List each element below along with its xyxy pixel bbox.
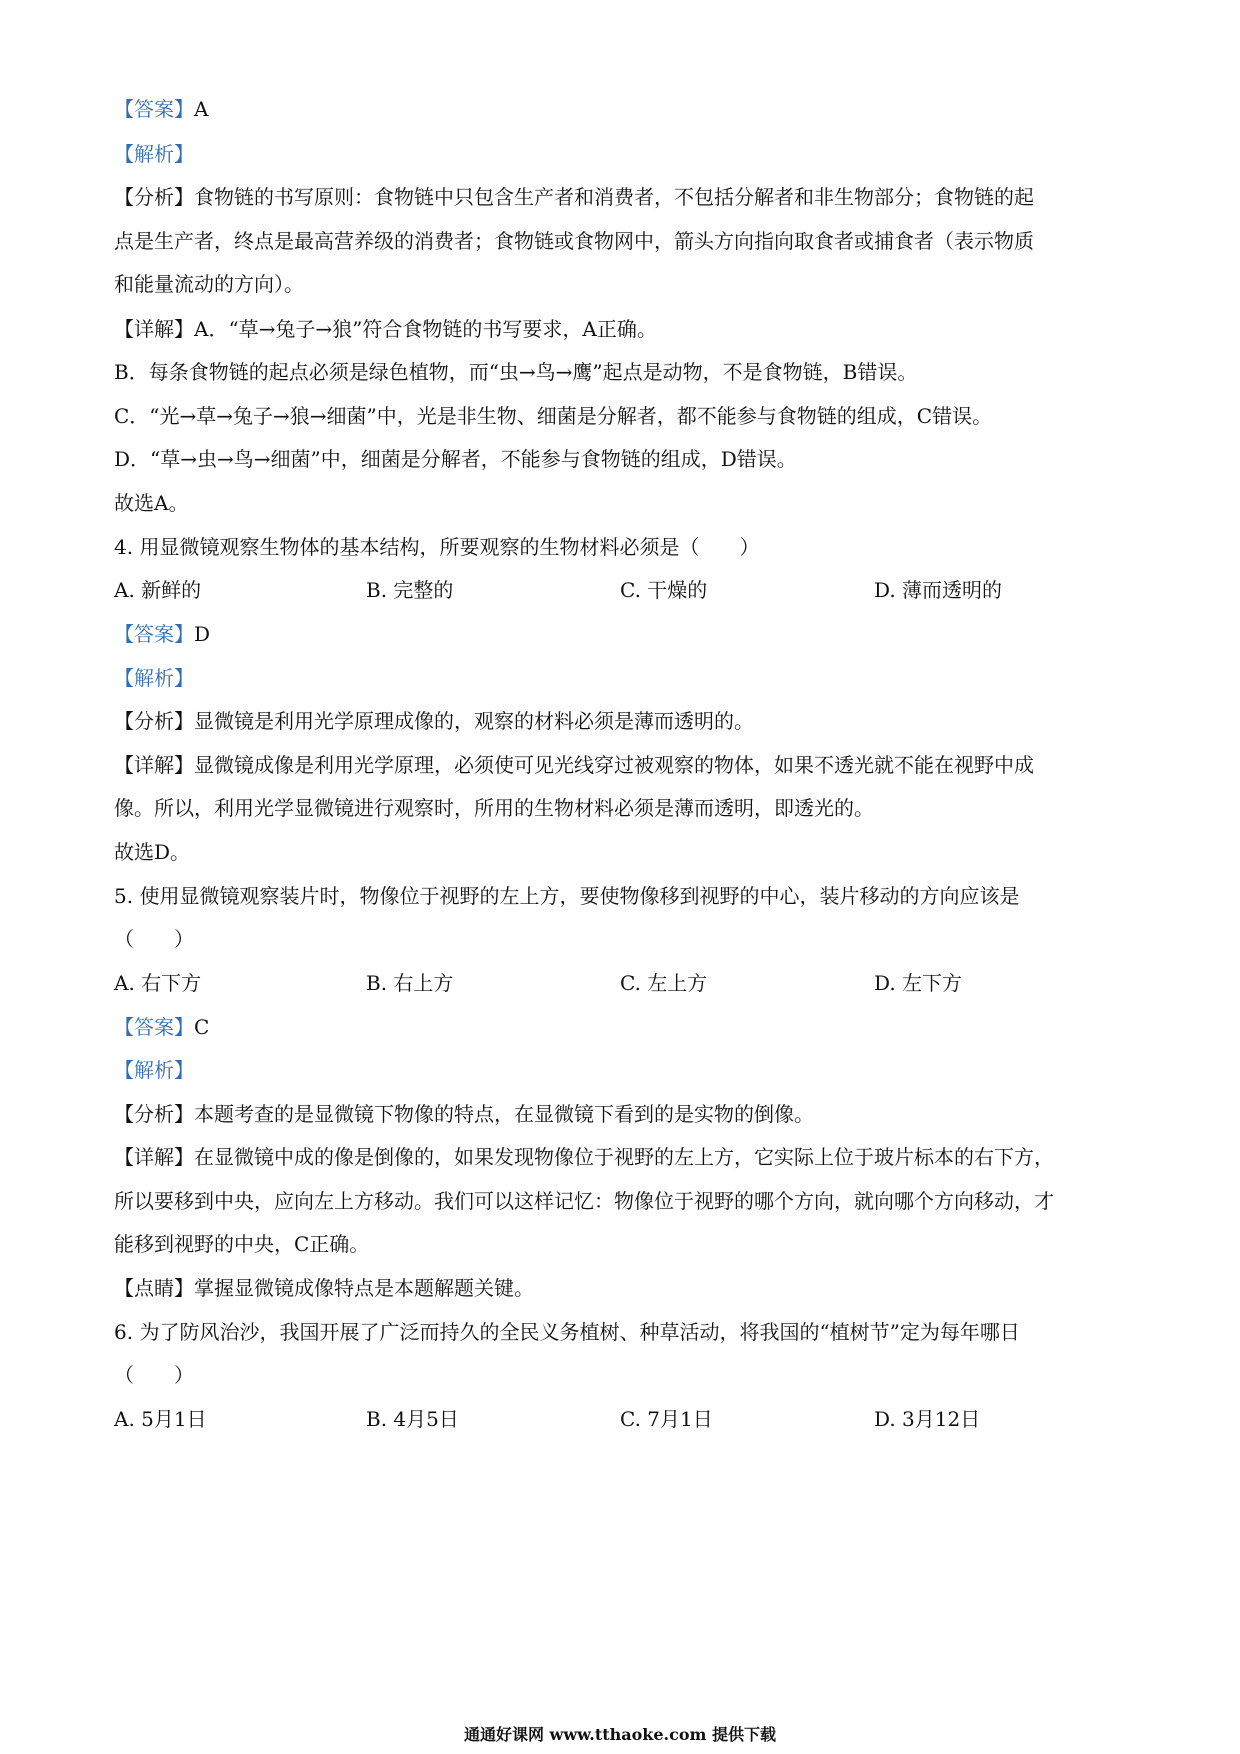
q5-fenxi bbox=[114, 1100, 1130, 1128]
q4-xiangjie-line-2: 像。所以，利用光学显微镜进行观察时，所用的生物材料必须是薄而透明，即透光的。 bbox=[114, 796, 874, 820]
fenxi-text: 食物链的书写原则：食物链中只包含生产者和消费者，不包括分解者和非生物部分；食物链的起 bbox=[194, 185, 1034, 209]
q4-xiangjie-line-1 bbox=[114, 751, 1130, 779]
q6-option-d: D. 3月12日 bbox=[874, 1407, 981, 1431]
q5-stem-line-2: （ ） bbox=[114, 927, 194, 951]
q4-analysis-heading bbox=[114, 664, 1130, 692]
q6-option-c: C. 7月1日 bbox=[620, 1407, 713, 1431]
q3-fenxi-line-2: 点是生产者，终点是最高营养级的消费者；食物链或食物网中，箭头方向指向取食者或捕食者（表示物质 bbox=[114, 229, 1034, 253]
q6-stem-line-1: 6. 为了防风治沙，我国开展了广泛而持久的全民义务植树、种草活动，将我国的“植树节”定为每年哪日 bbox=[114, 1320, 1020, 1344]
xiangjie-text: 显微镜成像是利用光学原理，必须使可见光线穿过被观察的物体，如果不透光就不能在视野中成 bbox=[194, 753, 1034, 777]
q5-analysis-heading bbox=[114, 1056, 1130, 1084]
q3-answer bbox=[114, 95, 1130, 123]
page-footer: 通通好课网 www.tthaoke.com 提供下载 bbox=[463, 1725, 777, 1744]
answer-tag: 【答案】 bbox=[114, 622, 194, 646]
q3-xiangjie-line-2: B．每条食物链的起点必须是绿色植物，而“虫→鸟→鹰”起点是动物，不是食物链，B错误。 bbox=[114, 360, 918, 384]
fenxi-tag: 【分析】 bbox=[114, 185, 194, 209]
q4-conclusion: 故选D。 bbox=[114, 840, 191, 864]
analysis-tag: 【解析】 bbox=[114, 142, 194, 166]
q6-option-a: A. 5月1日 bbox=[114, 1407, 207, 1431]
q4-option-a: A. 新鲜的 bbox=[114, 578, 202, 602]
q3-fenxi-line-1 bbox=[114, 183, 1130, 211]
q3-xiangjie-line-3: C．“光→草→兔子→狼→细菌”中，光是非生物、细菌是分解者，都不能参与食物链的组成，C错误。 bbox=[114, 404, 993, 428]
q3-conclusion: 故选A。 bbox=[114, 491, 189, 515]
q4-fenxi bbox=[114, 707, 1130, 735]
q4-option-c: C. 干燥的 bbox=[620, 578, 708, 602]
q3-xiangjie-line-1 bbox=[114, 315, 1130, 343]
q5-option-d: D. 左下方 bbox=[874, 971, 963, 995]
answer-tag: 【答案】 bbox=[114, 1015, 194, 1039]
dianjing-tag: 【点睛】 bbox=[114, 1276, 194, 1300]
fenxi-text: 显微镜是利用光学原理成像的，观察的材料必须是薄而透明的。 bbox=[194, 709, 754, 733]
analysis-tag: 【解析】 bbox=[114, 1058, 194, 1082]
q5-answer bbox=[114, 1013, 1130, 1041]
q5-option-a: A. 右下方 bbox=[114, 971, 202, 995]
q5-option-c: C. 左上方 bbox=[620, 971, 708, 995]
q5-option-b: B. 右上方 bbox=[366, 971, 454, 995]
q4-stem: 4. 用显微镜观察生物体的基本结构，所要观察的生物材料必须是（ ） bbox=[114, 535, 760, 559]
q5-xiangjie-line-2: 所以要移到中央，应向左上方移动。我们可以这样记忆：物像位于视野的哪个方向，就向哪个方向移动，才 bbox=[114, 1189, 1054, 1213]
answer-value: D bbox=[194, 622, 211, 646]
fenxi-tag: 【分析】 bbox=[114, 1102, 194, 1126]
q3-analysis-heading bbox=[114, 140, 1130, 168]
fenxi-text: 本题考查的是显微镜下物像的特点，在显微镜下看到的是实物的倒像。 bbox=[194, 1102, 814, 1126]
q5-stem-line-1: 5. 使用显微镜观察装片时，物像位于视野的左上方，要使物像移到视野的中心，装片移动的方向应该是 bbox=[114, 884, 1020, 908]
q5-dianjing bbox=[114, 1274, 1130, 1302]
q3-xiangjie-line-4: D．“草→虫→鸟→细菌”中，细菌是分解者，不能参与食物链的组成，D错误。 bbox=[114, 447, 797, 471]
q6-option-b: B. 4月5日 bbox=[366, 1407, 459, 1431]
fenxi-tag: 【分析】 bbox=[114, 709, 194, 733]
analysis-tag: 【解析】 bbox=[114, 666, 194, 690]
xiangjie-tag: 【详解】 bbox=[114, 317, 194, 341]
q4-option-b: B. 完整的 bbox=[366, 578, 454, 602]
q4-option-d: D. 薄而透明的 bbox=[874, 578, 1003, 602]
answer-tag: 【答案】 bbox=[114, 97, 194, 121]
q5-xiangjie-line-3: 能移到视野的中央，C正确。 bbox=[114, 1232, 370, 1256]
answer-value: A bbox=[194, 97, 209, 121]
q4-answer bbox=[114, 620, 1130, 648]
q6-stem-line-2: （ ） bbox=[114, 1363, 194, 1387]
dianjing-text: 掌握显微镜成像特点是本题解题关键。 bbox=[194, 1276, 534, 1300]
answer-value: C bbox=[194, 1015, 210, 1039]
xiangjie-text: A．“草→兔子→狼”符合食物链的书写要求，A正确。 bbox=[194, 317, 657, 341]
xiangjie-text: 在显微镜中成的像是倒像的，如果发现物像位于视野的左上方，它实际上位于玻片标本的右下方， bbox=[194, 1145, 1054, 1169]
xiangjie-tag: 【详解】 bbox=[114, 753, 194, 777]
xiangjie-tag: 【详解】 bbox=[114, 1145, 194, 1169]
q5-xiangjie-line-1 bbox=[114, 1143, 1130, 1171]
q3-fenxi-line-3: 和能量流动的方向）。 bbox=[114, 272, 304, 296]
